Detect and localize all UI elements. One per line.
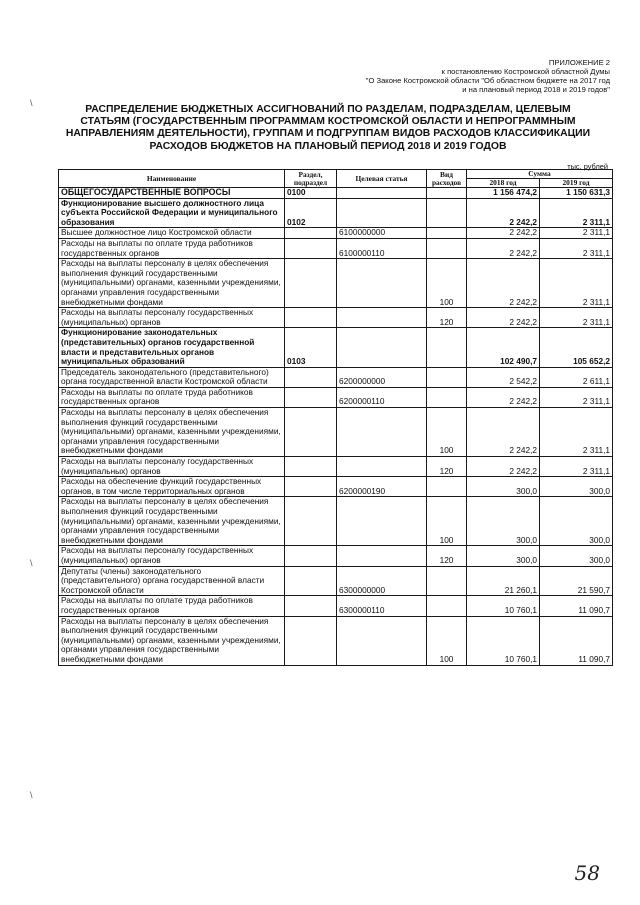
row-name: Функционирование высшего должностного лица субъекта Российской Федерации и муниципального образования <box>59 198 285 228</box>
row-sum-2018: 300,0 <box>467 497 540 546</box>
header-summa: Сумма <box>467 170 613 179</box>
table-row <box>59 477 613 497</box>
table-row <box>59 188 613 199</box>
row-celevaya-statya <box>337 188 427 199</box>
header-celevaya: Целевая статья <box>337 170 427 188</box>
table-row <box>59 408 613 457</box>
budget-table <box>58 169 613 666</box>
table-row <box>59 228 613 239</box>
row-sum-2019: 11 090,7 <box>540 616 613 665</box>
row-razdel <box>285 387 337 407</box>
row-sum-2018: 1 156 474,2 <box>467 188 540 199</box>
header-2018: 2018 год <box>467 179 540 188</box>
header-vid: Вид расходов <box>427 170 467 188</box>
row-sum-2019: 2 311,1 <box>540 457 613 477</box>
appendix-label: ПРИЛОЖЕНИЕ 2 <box>548 58 610 67</box>
row-sum-2019: 2 311,1 <box>540 259 613 308</box>
row-name: Расходы на выплаты персоналу в целях обеспечения выполнения функций государственными (муниципальными) органами, казенными учреждениями, органами управления государственными внебюджетными фондами <box>59 259 285 308</box>
table-row <box>59 198 613 228</box>
row-name: Расходы на выплаты персоналу государственных (муниципальных) органов <box>59 457 285 477</box>
row-sum-2018: 10 760,1 <box>467 616 540 665</box>
row-celevaya-statya: 6100000110 <box>337 238 427 258</box>
row-razdel <box>285 259 337 308</box>
table-row <box>59 367 613 387</box>
units-label: тыс. рублей <box>567 162 608 171</box>
document-title <box>58 104 598 153</box>
table-row <box>59 238 613 258</box>
title-line: РАСПРЕДЕЛЕНИЕ БЮДЖЕТНЫХ АССИГНОВАНИЙ ПО РАЗДЕЛАМ, ПОДРАЗДЕЛАМ, ЦЕЛЕВЫМ <box>85 104 571 115</box>
row-name: Расходы на выплаты по оплате труда работников государственных органов <box>59 387 285 407</box>
row-sum-2019: 2 311,1 <box>540 308 613 328</box>
row-sum-2019: 300,0 <box>540 497 613 546</box>
row-razdel <box>285 616 337 665</box>
row-razdel <box>285 228 337 239</box>
row-vid-rashodov: 100 <box>427 408 467 457</box>
row-razdel <box>285 308 337 328</box>
row-celevaya-statya: 6300000000 <box>337 566 427 596</box>
header-line: "О Законе Костромской области "Об областном бюджете на 2017 год <box>365 76 610 85</box>
row-sum-2019: 105 652,2 <box>540 328 613 367</box>
row-sum-2018: 300,0 <box>467 546 540 566</box>
row-vid-rashodov <box>427 188 467 199</box>
row-vid-rashodov <box>427 477 467 497</box>
row-vid-rashodov <box>427 198 467 228</box>
header-line: и на плановый период 2018 и 2019 годов" <box>462 85 610 94</box>
table-row <box>59 596 613 616</box>
row-vid-rashodov: 120 <box>427 308 467 328</box>
row-celevaya-statya: 6200000110 <box>337 387 427 407</box>
row-sum-2019: 2 311,1 <box>540 238 613 258</box>
row-name: Расходы на выплаты по оплате труда работников государственных органов <box>59 596 285 616</box>
row-vid-rashodov: 120 <box>427 457 467 477</box>
table-row <box>59 457 613 477</box>
row-celevaya-statya <box>337 546 427 566</box>
row-celevaya-statya <box>337 616 427 665</box>
row-razdel <box>285 408 337 457</box>
row-sum-2018: 2 242,2 <box>467 259 540 308</box>
row-celevaya-statya: 6200000190 <box>337 477 427 497</box>
row-name: Расходы на выплаты персоналу государственных (муниципальных) органов <box>59 546 285 566</box>
table-row <box>59 328 613 367</box>
row-razdel <box>285 457 337 477</box>
row-razdel <box>285 238 337 258</box>
row-sum-2018: 10 760,1 <box>467 596 540 616</box>
header-razdel: Раздел, подраздел <box>285 170 337 188</box>
row-vid-rashodov: 100 <box>427 259 467 308</box>
table-row <box>59 259 613 308</box>
row-sum-2018: 2 242,2 <box>467 387 540 407</box>
table-row <box>59 387 613 407</box>
row-vid-rashodov <box>427 367 467 387</box>
row-celevaya-statya: 6100000000 <box>337 228 427 239</box>
row-sum-2018: 102 490,7 <box>467 328 540 367</box>
row-sum-2019: 21 590,7 <box>540 566 613 596</box>
row-sum-2018: 2 542,2 <box>467 367 540 387</box>
scan-mark: \ <box>30 790 33 800</box>
row-name: Расходы на выплаты по оплате труда работников государственных органов <box>59 238 285 258</box>
row-sum-2018: 2 242,2 <box>467 198 540 228</box>
row-sum-2018: 300,0 <box>467 477 540 497</box>
title-line: РАСХОДОВ БЮДЖЕТОВ НА ПЛАНОВЫЙ ПЕРИОД 2018 И 2019 ГОДОВ <box>149 140 507 152</box>
row-name: Депутаты (члены) законодательного (представительного) органа государственной власти Костромской области <box>59 566 285 596</box>
row-name: ОБЩЕГОСУДАРСТВЕННЫЕ ВОПРОСЫ <box>59 188 285 199</box>
row-sum-2019: 2 611,1 <box>540 367 613 387</box>
row-vid-rashodov <box>427 328 467 367</box>
table-row <box>59 546 613 566</box>
row-vid-rashodov <box>427 228 467 239</box>
scan-mark: \ <box>30 98 33 108</box>
row-sum-2019: 1 150 631,3 <box>540 188 613 199</box>
document-header <box>290 58 610 94</box>
row-sum-2019: 11 090,7 <box>540 596 613 616</box>
row-sum-2019: 300,0 <box>540 546 613 566</box>
row-razdel: 0102 <box>285 198 337 228</box>
title-line: НАПРАВЛЕНИЯМ ДЕЯТЕЛЬНОСТИ), ГРУППАМ И ПОДГРУППАМ ВИДОВ РАСХОДОВ КЛАССИФИКАЦИИ <box>65 128 591 140</box>
row-name: Функционирование законодательных (представительных) органов государственной власти и представительных органов муниципальных образований <box>59 328 285 367</box>
row-name: Расходы на выплаты персоналу государственных (муниципальных) органов <box>59 308 285 328</box>
title-line: СТАТЬЯМ (ГОСУДАРСТВЕННЫМ ПРОГРАММАМ КОСТРОМСКОЙ ОБЛАСТИ И НЕПРОГРАММНЫМ <box>80 116 576 128</box>
row-name: Высшее должностное лицо Костромской области <box>59 228 285 239</box>
row-celevaya-statya: 6200000000 <box>337 367 427 387</box>
row-sum-2019: 2 311,1 <box>540 228 613 239</box>
row-razdel: 0103 <box>285 328 337 367</box>
row-sum-2019: 2 311,1 <box>540 198 613 228</box>
row-vid-rashodov <box>427 387 467 407</box>
row-razdel <box>285 566 337 596</box>
row-sum-2018: 21 260,1 <box>467 566 540 596</box>
row-sum-2018: 2 242,2 <box>467 228 540 239</box>
row-sum-2018: 2 242,2 <box>467 408 540 457</box>
row-celevaya-statya <box>337 308 427 328</box>
row-vid-rashodov: 100 <box>427 497 467 546</box>
scan-mark: \ <box>30 558 33 568</box>
row-sum-2018: 2 242,2 <box>467 238 540 258</box>
page-number: 58 <box>574 861 600 885</box>
row-vid-rashodov <box>427 566 467 596</box>
row-sum-2019: 2 311,1 <box>540 387 613 407</box>
row-celevaya-statya <box>337 497 427 546</box>
row-razdel <box>285 596 337 616</box>
row-name: Расходы на обеспечение функций государственных органов, в том числе территориальных органов <box>59 477 285 497</box>
row-vid-rashodov: 100 <box>427 616 467 665</box>
header-name: Наименование <box>59 170 285 188</box>
row-sum-2019: 2 311,1 <box>540 408 613 457</box>
header-2019: 2019 год <box>540 179 613 188</box>
row-sum-2018: 2 242,2 <box>467 457 540 477</box>
row-sum-2019: 300,0 <box>540 477 613 497</box>
table-row <box>59 566 613 596</box>
row-razdel: 0100 <box>285 188 337 199</box>
row-razdel <box>285 546 337 566</box>
row-name: Председатель законодательного (представительного) органа государственной власти Костромской области <box>59 367 285 387</box>
row-razdel <box>285 367 337 387</box>
table-header-row <box>59 170 613 179</box>
row-razdel <box>285 497 337 546</box>
table-row <box>59 616 613 665</box>
row-celevaya-statya <box>337 198 427 228</box>
row-celevaya-statya <box>337 259 427 308</box>
row-vid-rashodov <box>427 238 467 258</box>
row-sum-2018: 2 242,2 <box>467 308 540 328</box>
row-name: Расходы на выплаты персоналу в целях обеспечения выполнения функций государственными (муниципальными) органами, казенными учреждениями, органами управления государственными внебюджетными фондами <box>59 497 285 546</box>
row-name: Расходы на выплаты персоналу в целях обеспечения выполнения функций государственными (муниципальными) органами, казенными учреждениями, органами управления государственными внебюджетными фондами <box>59 408 285 457</box>
row-vid-rashodov <box>427 596 467 616</box>
header-line: к постановлению Костромской областной Думы <box>441 67 610 76</box>
row-razdel <box>285 477 337 497</box>
row-celevaya-statya: 6300000110 <box>337 596 427 616</box>
table-row <box>59 308 613 328</box>
row-name: Расходы на выплаты персоналу в целях обеспечения выполнения функций государственными (муниципальными) органами, казенными учреждениями, органами управления государственными внебюджетными фондами <box>59 616 285 665</box>
row-celevaya-statya <box>337 457 427 477</box>
row-vid-rashodov: 120 <box>427 546 467 566</box>
row-celevaya-statya <box>337 408 427 457</box>
table-row <box>59 497 613 546</box>
row-celevaya-statya <box>337 328 427 367</box>
